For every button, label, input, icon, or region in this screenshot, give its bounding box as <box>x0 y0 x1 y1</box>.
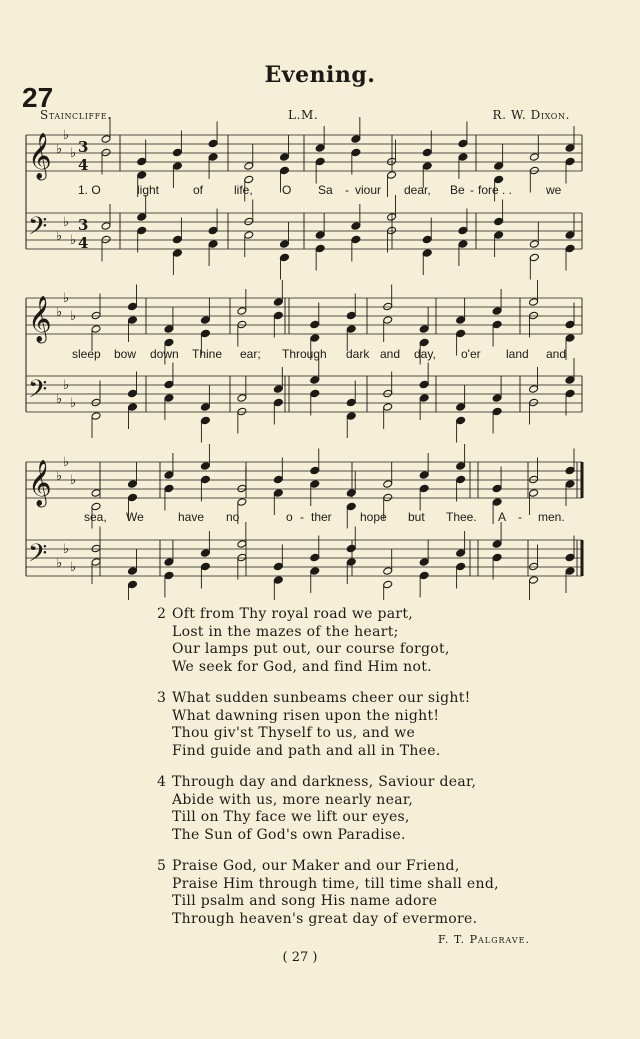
note-head <box>346 558 356 567</box>
note-head <box>565 389 575 398</box>
lyric-syllable: O <box>282 183 292 197</box>
note-head <box>164 484 174 493</box>
lyric-syllable: o'er <box>461 347 481 361</box>
note-head <box>273 562 283 571</box>
note-head <box>565 144 575 153</box>
note-head <box>351 235 361 244</box>
lyric-syllable: o <box>286 510 293 524</box>
note-head <box>529 298 539 307</box>
treble-clef-icon: 𝄞 <box>28 460 52 506</box>
lyric-syllable: dark <box>346 347 370 361</box>
note-head <box>383 580 393 589</box>
lyric-syllable: Through <box>282 347 327 361</box>
note-head <box>419 338 429 347</box>
note-head <box>529 385 539 394</box>
note-head <box>237 540 247 549</box>
lyric-syllable: bow <box>114 347 137 361</box>
time-signature-numerator: 3 <box>78 216 89 234</box>
lyric-syllable: sea, <box>84 510 107 524</box>
verse-line: Till on Thy face we lift our eyes, <box>172 809 410 825</box>
lyric-syllable: 1. O <box>78 183 101 197</box>
lyric-syllable: and <box>380 347 401 361</box>
note-head <box>101 148 111 157</box>
note-head <box>456 329 466 338</box>
note-head <box>492 394 502 403</box>
note-head <box>310 553 320 562</box>
note-head <box>273 298 283 307</box>
note-head <box>492 498 502 507</box>
time-signature-denominator: 4 <box>78 234 89 252</box>
note-head <box>529 489 539 498</box>
note-head <box>419 558 429 567</box>
lyric-syllable: down <box>150 347 179 361</box>
note-head <box>244 162 254 171</box>
note-head <box>237 307 247 316</box>
lyric-syllable: Sa <box>318 183 333 197</box>
note-head <box>419 325 429 334</box>
note-head <box>492 307 502 316</box>
lyric-syllable: Thee. <box>446 510 477 524</box>
hymn-title: Evening. <box>264 62 376 88</box>
flat-icon: ♭ <box>56 229 63 244</box>
verse-number: 2 <box>157 606 167 622</box>
lyric-syllable: - <box>470 183 474 197</box>
note-head <box>164 571 174 580</box>
note-head <box>346 489 356 498</box>
note-head <box>237 484 247 493</box>
note-head <box>529 166 539 175</box>
lyric-syllable: but <box>408 510 425 524</box>
note-head <box>127 316 137 325</box>
note-head <box>529 576 539 585</box>
note-head <box>101 222 111 231</box>
note-head <box>494 217 504 226</box>
note-head <box>529 398 539 407</box>
note-head <box>172 249 182 258</box>
lyric-syllable: - <box>300 510 304 524</box>
note-head <box>419 484 429 493</box>
note-head <box>237 407 247 416</box>
verse-number: 4 <box>157 774 167 790</box>
lyric-syllable: Thine <box>192 347 223 361</box>
note-head <box>91 544 101 553</box>
tune-name: Staincliffe. <box>40 108 112 122</box>
lyric-syllable: sleep <box>72 347 101 361</box>
note-head <box>200 403 210 412</box>
verse-line: Thou giv'st Thyself to us, and we <box>172 725 416 741</box>
flat-icon: ♭ <box>56 305 63 320</box>
lyric-syllable: Be <box>450 183 465 197</box>
flat-icon: ♭ <box>70 146 77 161</box>
flat-icon: ♭ <box>56 142 63 157</box>
lyric-syllable: we <box>546 183 562 197</box>
note-head <box>383 403 393 412</box>
lyric-syllable: - <box>518 510 522 524</box>
note-head <box>492 320 502 329</box>
note-head <box>422 148 432 157</box>
note-head <box>127 580 137 589</box>
note-head <box>91 311 101 320</box>
note-head <box>164 471 174 480</box>
note-head <box>101 135 111 144</box>
verse-line: What dawning risen upon the night! <box>172 707 440 724</box>
note-head <box>456 416 466 425</box>
lyric-syllable: and <box>546 347 567 361</box>
note-head <box>91 558 101 567</box>
treble-clef-icon: 𝄞 <box>28 296 52 342</box>
verse-number: 3 <box>157 690 167 706</box>
note-head <box>383 389 393 398</box>
flat-icon: ♭ <box>70 233 77 248</box>
note-head <box>383 567 393 576</box>
note-head <box>172 148 182 157</box>
note-head <box>419 571 429 580</box>
note-head <box>529 475 539 484</box>
note-head <box>565 376 575 385</box>
note-head <box>91 489 101 498</box>
note-head <box>310 466 320 475</box>
note-head <box>456 403 466 412</box>
lyric-syllable: life, <box>234 183 253 197</box>
note-head <box>279 166 289 175</box>
note-head <box>244 217 254 226</box>
note-head <box>200 462 210 471</box>
flat-icon: ♭ <box>63 215 70 230</box>
lyric-syllable: of <box>193 183 204 197</box>
note-head <box>310 334 320 343</box>
note-head <box>164 394 174 403</box>
note-head <box>419 394 429 403</box>
note-head <box>164 338 174 347</box>
time-signature-denominator: 4 <box>78 156 89 174</box>
note-head <box>127 302 137 311</box>
bass-clef-icon: 𝄢 <box>28 539 48 574</box>
note-head <box>387 157 397 166</box>
note-head <box>208 226 218 235</box>
flat-icon: ♭ <box>70 560 77 575</box>
note-head <box>137 157 147 166</box>
flat-icon: ♭ <box>56 469 63 484</box>
note-head <box>492 484 502 493</box>
note-head <box>494 231 504 240</box>
note-head <box>565 466 575 475</box>
note-head <box>273 385 283 394</box>
lyric-syllable: We <box>126 510 144 524</box>
note-head <box>127 480 137 489</box>
verse-line: The Sun of God's own Paradise. <box>172 826 406 843</box>
verse-line: Find guide and path and all in Thee. <box>172 742 441 759</box>
time-signature-numerator: 3 <box>78 138 89 156</box>
note-head <box>529 153 539 162</box>
lyric-syllable: A <box>498 510 507 524</box>
note-head <box>315 144 325 153</box>
note-head <box>127 493 137 502</box>
note-head <box>456 462 466 471</box>
note-head <box>529 311 539 320</box>
note-head <box>315 157 325 166</box>
note-head <box>458 240 468 249</box>
note-head <box>244 231 254 240</box>
note-head <box>346 398 356 407</box>
lyric-syllable: fore . . <box>478 183 513 197</box>
flat-icon: ♭ <box>63 128 70 143</box>
note-head <box>137 213 147 222</box>
note-head <box>351 135 361 144</box>
note-head <box>208 153 218 162</box>
note-head <box>565 231 575 240</box>
note-head <box>200 475 210 484</box>
note-head <box>346 502 356 511</box>
note-head <box>164 380 174 389</box>
note-head <box>346 325 356 334</box>
note-head <box>91 398 101 407</box>
note-head <box>346 311 356 320</box>
verse-line: Praise Him through time, till time shall end, <box>172 875 499 892</box>
note-head <box>529 562 539 571</box>
note-head <box>492 540 502 549</box>
note-head <box>127 567 137 576</box>
note-head <box>273 489 283 498</box>
verse-line: Oft from Thy royal road we part, <box>172 606 414 622</box>
note-head <box>529 240 539 249</box>
note-head <box>273 398 283 407</box>
lyric-syllable: viour <box>355 183 382 197</box>
verse-line: Our lamps put out, our course forgot, <box>172 641 450 657</box>
text-author: F. T. Palgrave. <box>437 933 530 946</box>
lyric-syllable: ther <box>311 510 332 524</box>
note-head <box>237 394 247 403</box>
note-head <box>458 139 468 148</box>
note-head <box>351 222 361 231</box>
note-head <box>492 407 502 416</box>
note-head <box>279 253 289 262</box>
note-head <box>164 325 174 334</box>
note-head <box>237 553 247 562</box>
meter: L.M. <box>288 108 319 122</box>
note-head <box>279 153 289 162</box>
flat-icon: ♭ <box>70 309 77 324</box>
note-head <box>200 562 210 571</box>
verse-4 <box>157 774 476 844</box>
treble-clef-icon: 𝄞 <box>28 133 52 179</box>
note-head <box>458 153 468 162</box>
note-head <box>383 480 393 489</box>
note-head <box>565 320 575 329</box>
lyric-syllable: ear; <box>240 347 261 361</box>
lyric-syllable: have <box>178 510 205 524</box>
note-head <box>164 558 174 567</box>
note-head <box>137 171 147 180</box>
note-head <box>273 475 283 484</box>
note-head <box>419 471 429 480</box>
bass-clef-icon: 𝄢 <box>28 375 48 410</box>
note-head <box>200 316 210 325</box>
lyric-syllable: hope <box>360 510 387 524</box>
note-head <box>565 567 575 576</box>
lyric-syllable: dear, <box>404 183 431 197</box>
lyric-syllable: men. <box>538 510 565 524</box>
composer: R. W. Dixon. <box>492 108 570 122</box>
note-head <box>172 235 182 244</box>
flat-icon: ♭ <box>70 396 77 411</box>
note-head <box>456 549 466 558</box>
lyric-syllable: no <box>226 510 240 524</box>
note-head <box>494 162 504 171</box>
note-head <box>91 325 101 334</box>
page-number: ( 27 ) <box>282 950 318 965</box>
note-head <box>346 544 356 553</box>
lyric-syllable: - <box>345 183 349 197</box>
flat-icon: ♭ <box>63 455 70 470</box>
note-head <box>565 553 575 562</box>
note-head <box>565 244 575 253</box>
note-head <box>127 403 137 412</box>
note-head <box>315 231 325 240</box>
verse-line: Abide with us, more nearly near, <box>172 791 414 808</box>
note-head <box>346 412 356 421</box>
note-head <box>273 576 283 585</box>
note-head <box>310 567 320 576</box>
note-head <box>208 139 218 148</box>
note-head <box>137 226 147 235</box>
note-head <box>492 553 502 562</box>
note-head <box>91 412 101 421</box>
note-head <box>565 334 575 343</box>
hymn-number: 27 <box>22 82 54 113</box>
note-head <box>419 380 429 389</box>
note-head <box>279 240 289 249</box>
note-head <box>310 480 320 489</box>
note-head <box>565 480 575 489</box>
note-head <box>387 213 397 222</box>
verse-5 <box>157 858 499 928</box>
note-head <box>127 389 137 398</box>
note-head <box>458 226 468 235</box>
verse-line: Through heaven's great day of evermore. <box>172 910 478 927</box>
verse-line: We seek for God, and find Him not. <box>172 658 432 675</box>
note-head <box>383 316 393 325</box>
note-head <box>200 416 210 425</box>
verse-line: Lost in the mazes of the heart; <box>172 623 399 640</box>
lyric-syllable: land <box>506 347 529 361</box>
flat-icon: ♭ <box>63 542 70 557</box>
note-head <box>383 493 393 502</box>
flat-icon: ♭ <box>56 556 63 571</box>
note-head <box>456 316 466 325</box>
note-head <box>200 549 210 558</box>
note-head <box>101 235 111 244</box>
verse-3 <box>157 690 471 760</box>
note-head <box>387 171 397 180</box>
note-head <box>422 249 432 258</box>
note-head <box>310 376 320 385</box>
note-head <box>422 162 432 171</box>
flat-icon: ♭ <box>63 291 70 306</box>
note-head <box>310 320 320 329</box>
verse-line: Praise God, our Maker and our Friend, <box>172 858 460 874</box>
verse-number: 5 <box>157 858 167 874</box>
verse-line: What sudden sunbeams cheer our sight! <box>172 690 471 706</box>
note-head <box>351 148 361 157</box>
note-head <box>310 389 320 398</box>
verse-line: Through day and darkness, Saviour dear, <box>172 774 477 790</box>
lyric-syllable: light <box>137 183 160 197</box>
lyric-syllable: day, <box>414 347 436 361</box>
note-head <box>208 240 218 249</box>
note-head <box>315 244 325 253</box>
note-head <box>529 253 539 262</box>
note-head <box>237 320 247 329</box>
verse-line: Till psalm and song His name adore <box>172 893 438 909</box>
note-head <box>273 311 283 320</box>
note-head <box>200 329 210 338</box>
flat-icon: ♭ <box>56 392 63 407</box>
note-head <box>387 226 397 235</box>
flat-icon: ♭ <box>63 378 70 393</box>
note-head <box>565 157 575 166</box>
bass-clef-icon: 𝄢 <box>28 212 48 247</box>
note-head <box>383 302 393 311</box>
flat-icon: ♭ <box>70 473 77 488</box>
note-head <box>422 235 432 244</box>
note-head <box>456 475 466 484</box>
verse-2 <box>157 606 450 676</box>
note-head <box>237 498 247 507</box>
note-head <box>172 162 182 171</box>
note-head <box>456 562 466 571</box>
